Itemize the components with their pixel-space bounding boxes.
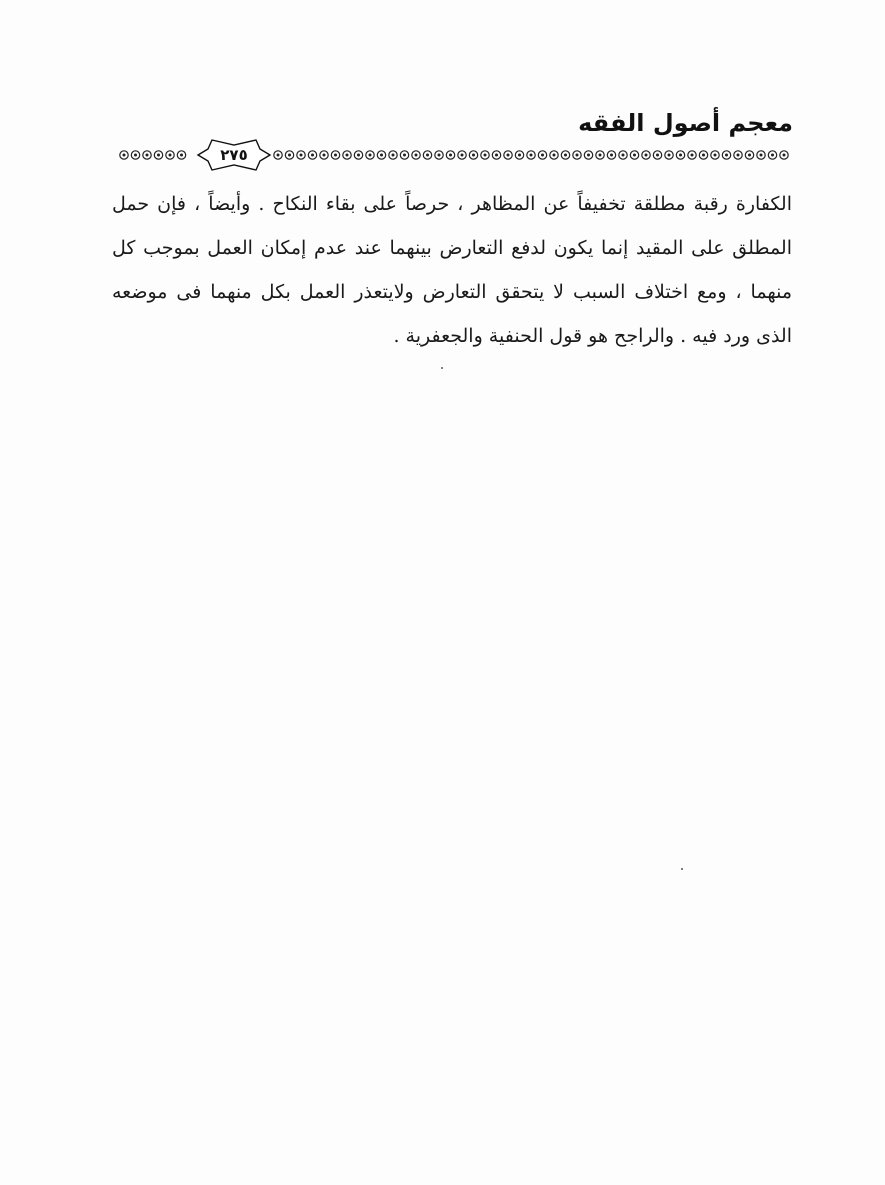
- rosette-center: [323, 154, 326, 157]
- rosette-center: [146, 154, 149, 157]
- rosette-center: [783, 154, 786, 157]
- rosette-center: [702, 154, 705, 157]
- rosette-center: [576, 154, 579, 157]
- rosette-center: [679, 154, 682, 157]
- rosette-center: [645, 154, 648, 157]
- rosette-center: [134, 154, 137, 157]
- rosette-center: [587, 154, 590, 157]
- rosette-center: [357, 154, 360, 157]
- rosette-center: [553, 154, 556, 157]
- rosette-center: [610, 154, 613, 157]
- rosette-center: [180, 154, 183, 157]
- print-speck: [681, 868, 683, 870]
- ornamental-rule: [118, 138, 794, 172]
- page-number: ٢٧٥: [220, 146, 248, 164]
- rosette-center: [288, 154, 291, 157]
- ornament-border: [118, 138, 794, 172]
- rosette-center: [507, 154, 510, 157]
- rosette-center: [123, 154, 126, 157]
- rosette-center: [334, 154, 337, 157]
- page-header: [93, 108, 793, 138]
- rosette-center: [380, 154, 383, 157]
- print-speck: [441, 367, 443, 369]
- rosette-center: [714, 154, 717, 157]
- body-paragraph: الكفارة رقبة مطلقة تخفيفاً عن المظاهر ، حرصاً على بقاء النكاح . وأيضاً ، فإن حمل المطلق على المقيد إنما يكون لدفع التعارض بينهما عند عدم إمكان العمل بموجب كل منهما ، ومع اختلاف السبب لا يتحقق التعارض ولايتعذر العمل بكل منهما فى موضعه الذى ورد فيه . والراجح هو قول الحنفية والجعفرية .: [112, 193, 792, 347]
- rosette-center: [668, 154, 671, 157]
- rosette-center: [438, 154, 441, 157]
- rosette-center: [449, 154, 452, 157]
- main-text: [112, 182, 792, 358]
- rosette-center: [484, 154, 487, 157]
- rosette-center: [392, 154, 395, 157]
- book-title: معجم أصول الفقه: [578, 109, 793, 137]
- rosette-center: [426, 154, 429, 157]
- rosette-center: [311, 154, 314, 157]
- rosette-center: [472, 154, 475, 157]
- rosette-center: [725, 154, 728, 157]
- rosette-center: [518, 154, 521, 157]
- rosette-center: [564, 154, 567, 157]
- rosette-center: [633, 154, 636, 157]
- rosette-center: [530, 154, 533, 157]
- rosette-center: [403, 154, 406, 157]
- rosette-center: [369, 154, 372, 157]
- rosette-center: [495, 154, 498, 157]
- rosette-center: [300, 154, 303, 157]
- rosette-center: [737, 154, 740, 157]
- rosette-center: [656, 154, 659, 157]
- rosette-center: [169, 154, 172, 157]
- rosette-center: [415, 154, 418, 157]
- rosette-center: [461, 154, 464, 157]
- rosette-center: [346, 154, 349, 157]
- rosette-center: [157, 154, 160, 157]
- rosette-center: [622, 154, 625, 157]
- rosette-center: [771, 154, 774, 157]
- rosette-center: [277, 154, 280, 157]
- rosette-center: [541, 154, 544, 157]
- rosette-center: [748, 154, 751, 157]
- rosette-center: [760, 154, 763, 157]
- rosette-center: [599, 154, 602, 157]
- rosette-center: [691, 154, 694, 157]
